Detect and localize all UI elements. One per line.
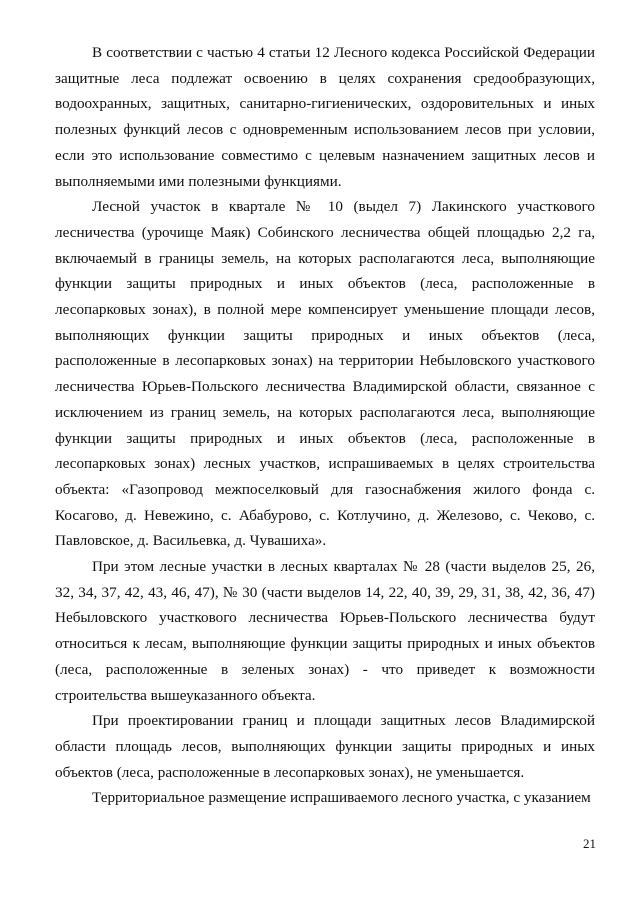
paragraph-forest-code-article: В соответствии с частью 4 статьи 12 Лесного кодекса Российской Федерации защитные леса подлежат освоению в целях сохранения средообразующих, водоохранных, защитных, санитарно-гигиенических, оздоровительных и иных полезных функций лесов с одновременным использованием лесов при условии, если это использование совместимо с целевым назначением защитных лесов и выполняемыми ими полезными функциями. bbox=[55, 44, 595, 190]
document-body bbox=[55, 40, 595, 811]
paragraph-compensating-plot: Лесной участок в квартале № 10 (выдел 7) Лакинского участкового лесничества (урочище Маяк) Собинского лесничества общей площадью 2,2 га, включаемый в границы земель, на которых располагаются леса, выполняющие функции защиты природных и иных объектов (леса, расположенные в лесопарковых зонах), в полной мере компенсирует уменьшение площади лесов, выполняющих функции защиты природных и иных объектов (леса, расположенные в лесопарковых зонах) на территории Небыловского участкового лесничества Юрьев-Польского лесничества Владимирской области, связанное с исключением из границ земель, на которых располагаются леса, выполняющие функции защиты природных и иных объектов (леса, расположенные в лесопарковых зонах) лесных участков, испрашиваемых в целях строительства объекта: «Газопровод межпоселковый для газоснабжения жилого фонда с. Косагово, д. Невежино, с. Абабурово, с. Котлучино, д. Железово, с. Чеково, с. Павловское, д. Васильевка, д. Чувашиха». bbox=[55, 198, 595, 550]
paragraph-forest-quarters: При этом лесные участки в лесных кварталах № 28 (части выделов 25, 26, 32, 34, 37, 42, 43, 46, 47), № 30 (части выделов 14, 22, 40, 39, 29, 31, 38, 42, 36, 47) Небыловского участкового лесничества Юрьев-Польского лесничества будут относиться к лесам, выполняющие функции защиты природных и иных объектов (леса, расположенные в зеленых зонах) - что приведет к возможности строительства вышеуказанного объекта. bbox=[55, 558, 595, 704]
paragraph-design-boundaries: При проектировании границ и площади защитных лесов Владимирской области площадь лесов, выполняющих функции защиты природных и иных объектов (леса, расположенные в лесопарковых зонах), не уменьшается. bbox=[55, 712, 595, 781]
page-number: 21 bbox=[583, 836, 596, 851]
paragraph-territorial-placement: Территориальное размещение испрашиваемого лесного участка, с указанием bbox=[92, 789, 591, 807]
